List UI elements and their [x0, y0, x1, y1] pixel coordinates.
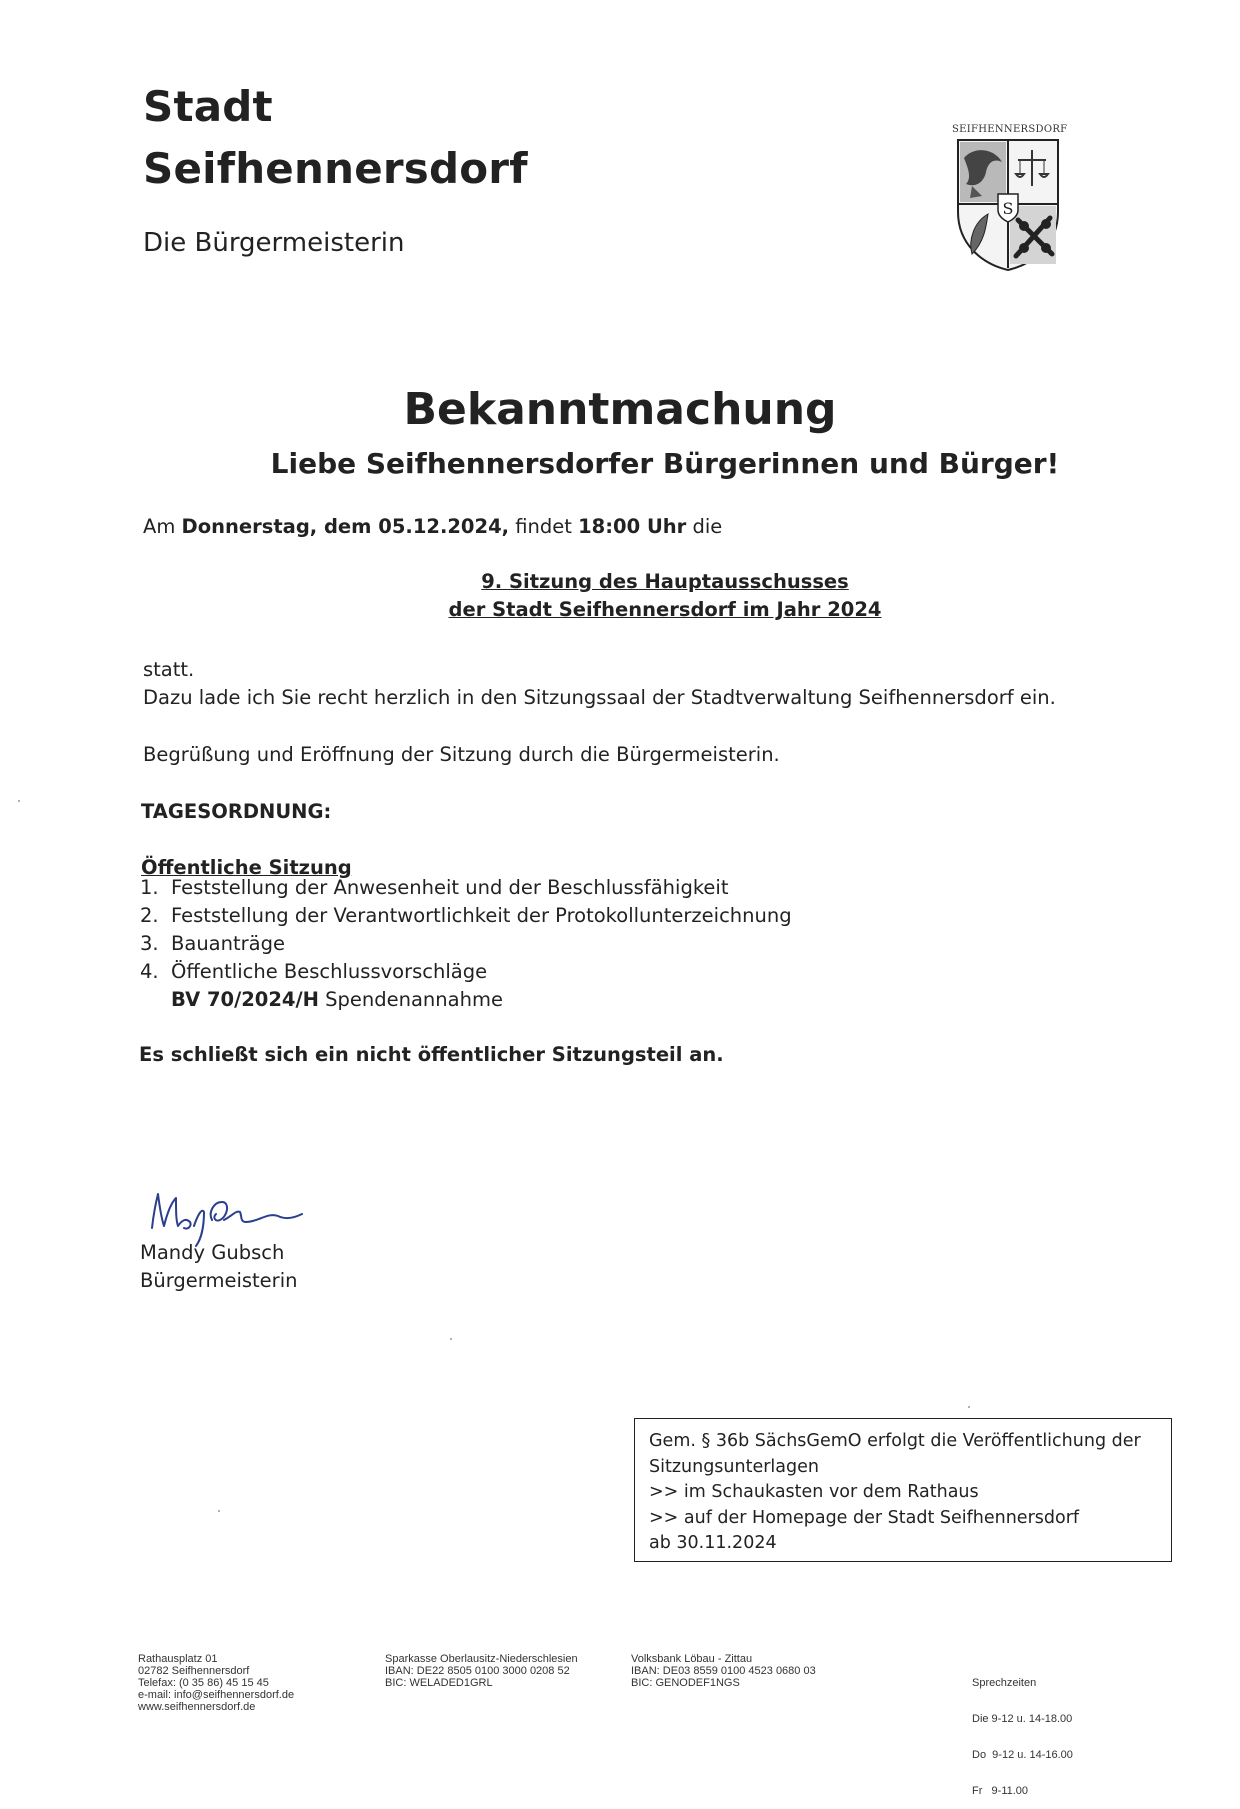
footer-bank-iban: IBAN: DE03 8559 0100 4523 0680 03 [631, 1665, 816, 1677]
agenda-item-text: Öffentliche Beschlussvorschläge [171, 960, 488, 983]
scan-speck [450, 1338, 452, 1340]
scan-speck [968, 1406, 970, 1408]
footer-address [138, 1653, 294, 1713]
footer-hours-line: Do 9-12 u. 14-16.00 [972, 1749, 1073, 1761]
document-subtitle: Liebe Seifhennersdorfer Bürgerinnen und Bürger! [270, 447, 1060, 480]
intro-text-2: findet [509, 515, 579, 538]
letterhead-city-name: Seifhennersdorf [143, 144, 528, 193]
footer-bank-bic: BIC: WELADED1GRL [385, 1677, 493, 1689]
notice-line: >> im Schaukasten vor dem Rathaus [649, 1482, 979, 1502]
agenda-heading: TAGESORDNUNG: [141, 800, 332, 823]
intro-text-3: die [686, 515, 723, 538]
agenda-item-number: 2. [140, 904, 159, 927]
footer-bank-name: Volksbank Löbau - Zittau [631, 1653, 753, 1665]
footer-hours-line: Die 9-12 u. 14-18.00 [972, 1713, 1073, 1725]
notice-line: Gem. § 36b SächsGemO erfolgt die Veröffentlichung der [649, 1431, 1141, 1451]
body-greeting: Begrüßung und Eröffnung der Sitzung durch die Bürgermeisterin. [143, 743, 780, 766]
coat-of-arms-logo [952, 124, 1068, 270]
session-title-line1: 9. Sitzung des Hauptausschusses [481, 570, 849, 593]
signatory-name: Mandy Gubsch [140, 1241, 285, 1264]
agenda-item-text: Feststellung der Verantwortlichkeit der Protokollunterzeichnung [171, 904, 792, 927]
body-invitation: Dazu lade ich Sie recht herzlich in den Sitzungssaal der Stadtverwaltung Seifhennersdorf ein. [143, 686, 1056, 709]
agenda-item [140, 874, 792, 902]
coat-of-arms-icon [954, 136, 1062, 272]
meeting-time: 18:00 Uhr [578, 515, 687, 538]
footer-hours-line: Fr 9-11.00 [972, 1785, 1029, 1797]
agenda-item-text: Bauanträge [171, 932, 285, 955]
body-statt: statt. [143, 658, 195, 681]
footer-fax: Telefax: (0 35 86) 45 15 45 [138, 1677, 269, 1689]
agenda-subitem [140, 986, 792, 1014]
publication-notice-box [634, 1418, 1172, 1562]
signatory-role: Bürgermeisterin [140, 1269, 298, 1292]
notice-line: ab 30.11.2024 [649, 1533, 777, 1553]
agenda-item [140, 958, 792, 986]
footer-bank-iban: IBAN: DE22 8505 0100 3000 0208 52 [385, 1665, 570, 1677]
agenda-item-number: 3. [140, 932, 159, 955]
letterhead-office: Die Bürgermeisterin [143, 228, 405, 258]
document-title: Bekanntmachung [403, 384, 837, 435]
agenda-item-number: 4. [140, 960, 159, 983]
agenda-item-number: 1. [140, 876, 159, 899]
resolution-reference: BV 70/2024/H [171, 988, 319, 1011]
meeting-date: Donnerstag, dem 05.12.2024, [181, 515, 510, 538]
resolution-title: Spendenannahme [318, 988, 503, 1011]
footer-hours-heading: Sprechzeiten [972, 1677, 1037, 1689]
footer-bank-sparkasse [385, 1653, 578, 1689]
closing-note: Es schließt sich ein nicht öffentlicher Sitzungsteil an. [139, 1043, 724, 1066]
agenda-item [140, 930, 792, 958]
footer-office-hours [972, 1653, 1073, 1809]
notice-line: >> auf der Homepage der Stadt Seifhennersdorf [649, 1507, 1080, 1528]
footer-bank-name: Sparkasse Oberlausitz-Niederschlesien [385, 1653, 578, 1665]
notice-line: Sitzungsunterlagen [649, 1456, 819, 1477]
scan-speck [18, 800, 20, 802]
footer-website: www.seifhennersdorf.de [138, 1701, 256, 1713]
agenda-item-text: Feststellung der Anwesenheit und der Beschlussfähigkeit [171, 876, 729, 899]
intro-sentence [143, 513, 722, 541]
agenda-list [140, 874, 792, 1014]
footer-bank-bic: BIC: GENODEF1NGS [631, 1677, 740, 1689]
agenda-item [140, 902, 792, 930]
scan-speck [218, 1510, 220, 1512]
footer-email: e-mail: info@seifhennersdorf.de [138, 1689, 295, 1701]
letterhead-city-label: Stadt [143, 82, 273, 131]
intro-text-1: Am [143, 515, 182, 538]
public-session-heading: Öffentliche Sitzung [141, 856, 352, 879]
crest-label: SEIFHENNERSDORF [952, 124, 1068, 135]
footer-address-line: 02782 Seifhennersdorf [138, 1665, 250, 1677]
session-title-line2: der Stadt Seifhennersdorf im Jahr 2024 [448, 598, 882, 621]
footer-bank-volksbank [631, 1653, 816, 1689]
footer-address-line: Rathausplatz 01 [138, 1653, 218, 1665]
svg-text:S: S [1002, 199, 1014, 218]
